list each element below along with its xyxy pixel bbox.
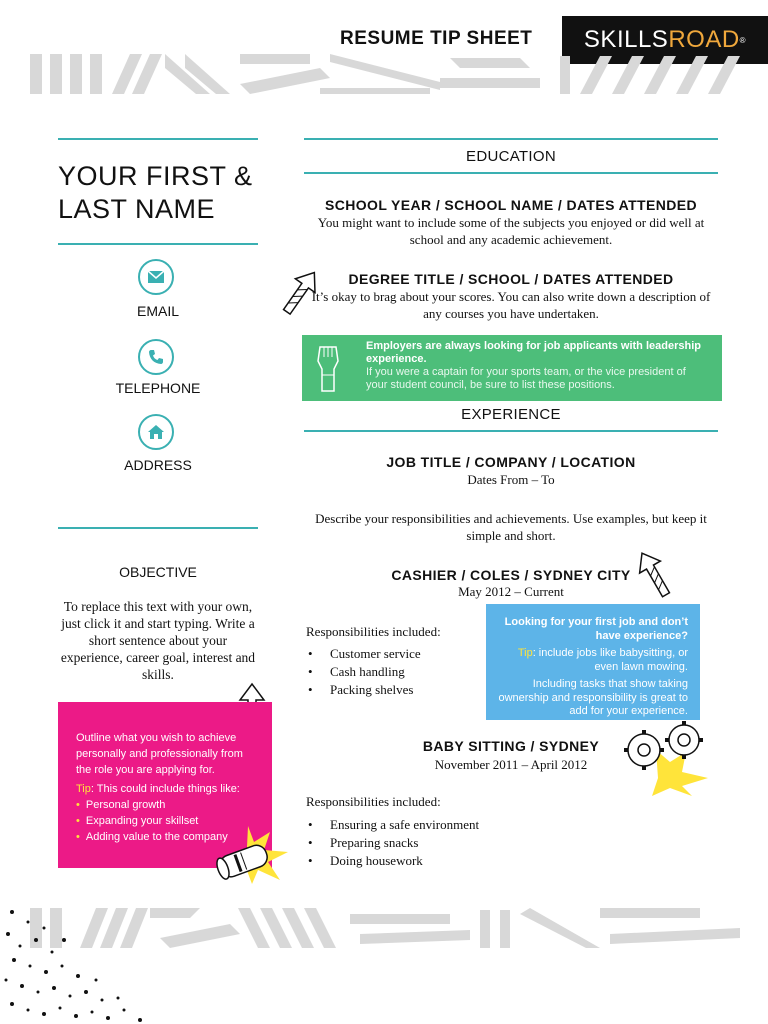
school-title[interactable]: SCHOOL YEAR / SCHOOL NAME / DATES ATTENDED — [324, 197, 697, 213]
leadership-tip-text: If you were a captain for your sports team, or the vice president of your student council, be sure to list these positions. — [366, 366, 686, 391]
objective-tip-intro: Outline what you wish to achieve personally and professionally from the role you are applying for. — [76, 732, 243, 776]
cashier-job-dates[interactable]: May 2012 – Current — [458, 584, 564, 599]
education-heading: EDUCATION — [466, 148, 556, 165]
email-label[interactable]: EMAIL — [136, 303, 179, 319]
list-item[interactable]: • Cash handling — [306, 663, 421, 681]
home-icon — [138, 414, 174, 450]
objective-tip-text: : This could include things like: — [90, 783, 240, 795]
school-description[interactable]: You might want to include some of the subjects you enjoyed or did well at school and any academic achievement. — [317, 215, 705, 247]
raised-fist-icon — [312, 343, 344, 395]
diploma-icon — [208, 822, 292, 888]
left-rule-top — [58, 138, 258, 140]
brand-part-1: SKILLS — [583, 26, 669, 53]
education-rule-top — [304, 138, 718, 140]
list-item: • Adding value to the company — [76, 829, 256, 845]
job-title[interactable]: JOB TITLE / COMPANY / LOCATION — [386, 454, 636, 470]
first-job-tip-text-2: Including tasks that show taking ownership and responsibility is great to add for your experience. — [498, 678, 688, 717]
leadership-tip-box — [302, 335, 722, 401]
babysitting-job-title[interactable]: BABY SITTING / SYDNEY — [422, 738, 600, 754]
degree-description[interactable]: It’s okay to brag about your scores. You can also write down a description of any courses you have undertaken. — [311, 289, 711, 321]
objective-heading: OBJECTIVE — [119, 564, 197, 580]
list-item[interactable]: • Doing housework — [306, 852, 479, 870]
list-item[interactable]: • Preparing snacks — [306, 834, 479, 852]
experience-rule — [304, 430, 718, 432]
dot-pattern — [0, 900, 160, 1024]
babysitting-responsibilities-label[interactable]: Responsibilities included: — [306, 794, 441, 809]
leadership-tip-bold: Employers are always looking for job applicants with leadership experience. — [366, 340, 701, 365]
first-job-tip-text: : include jobs like babysitting, or even lawn mowing. — [532, 647, 688, 673]
experience-heading: EXPERIENCE — [461, 406, 561, 423]
list-item[interactable]: • Customer service — [306, 645, 421, 663]
left-rule-name — [58, 243, 258, 245]
education-rule-bottom — [304, 172, 718, 174]
job-description[interactable]: Describe your responsibilities and achievements. Use examples, but keep it simple and short. — [315, 511, 707, 543]
babysitting-job-dates[interactable]: November 2011 – April 2012 — [434, 757, 588, 772]
brand-mark: ® — [739, 35, 747, 45]
brand-part-2: ROAD — [668, 26, 740, 53]
job-dates[interactable]: Dates From – To — [467, 472, 555, 487]
cashier-responsibilities-list — [306, 645, 421, 699]
degree-title[interactable]: DEGREE TITLE / SCHOOL / DATES ATTENDED — [348, 271, 674, 287]
babysitting-responsibilities-list — [306, 816, 479, 870]
list-item[interactable]: • Packing shelves — [306, 681, 421, 699]
list-item: • Personal growth — [76, 797, 256, 813]
first-job-tip-bold: Looking for your first job and don’t have experience? — [504, 616, 688, 642]
objective-text[interactable]: To replace this text with your own, just click it and start typing. Write a short sentence about your experience, career goal, interest and skills. — [60, 599, 256, 682]
telephone-label[interactable]: TELEPHONE — [115, 380, 201, 396]
list-item: • Expanding your skillset — [76, 813, 256, 829]
candidate-name[interactable]: YOUR FIRST & LAST NAME — [58, 161, 253, 224]
first-job-tip-box — [486, 604, 700, 720]
first-job-tip-label: Tip — [517, 647, 533, 659]
page-title: RESUME TIP SHEET — [340, 28, 533, 49]
top-pattern-band — [0, 48, 768, 100]
phone-icon — [138, 339, 174, 375]
objective-tip-label: Tip — [76, 783, 91, 795]
envelope-icon — [138, 259, 174, 295]
cashier-responsibilities-label[interactable]: Responsibilities included: — [306, 624, 441, 639]
list-item[interactable]: • Ensuring a safe environment — [306, 816, 479, 834]
left-rule-objective — [58, 527, 258, 529]
address-label[interactable]: ADDRESS — [124, 457, 192, 473]
cashier-job-title[interactable]: CASHIER / COLES / SYDNEY CITY — [391, 567, 631, 583]
